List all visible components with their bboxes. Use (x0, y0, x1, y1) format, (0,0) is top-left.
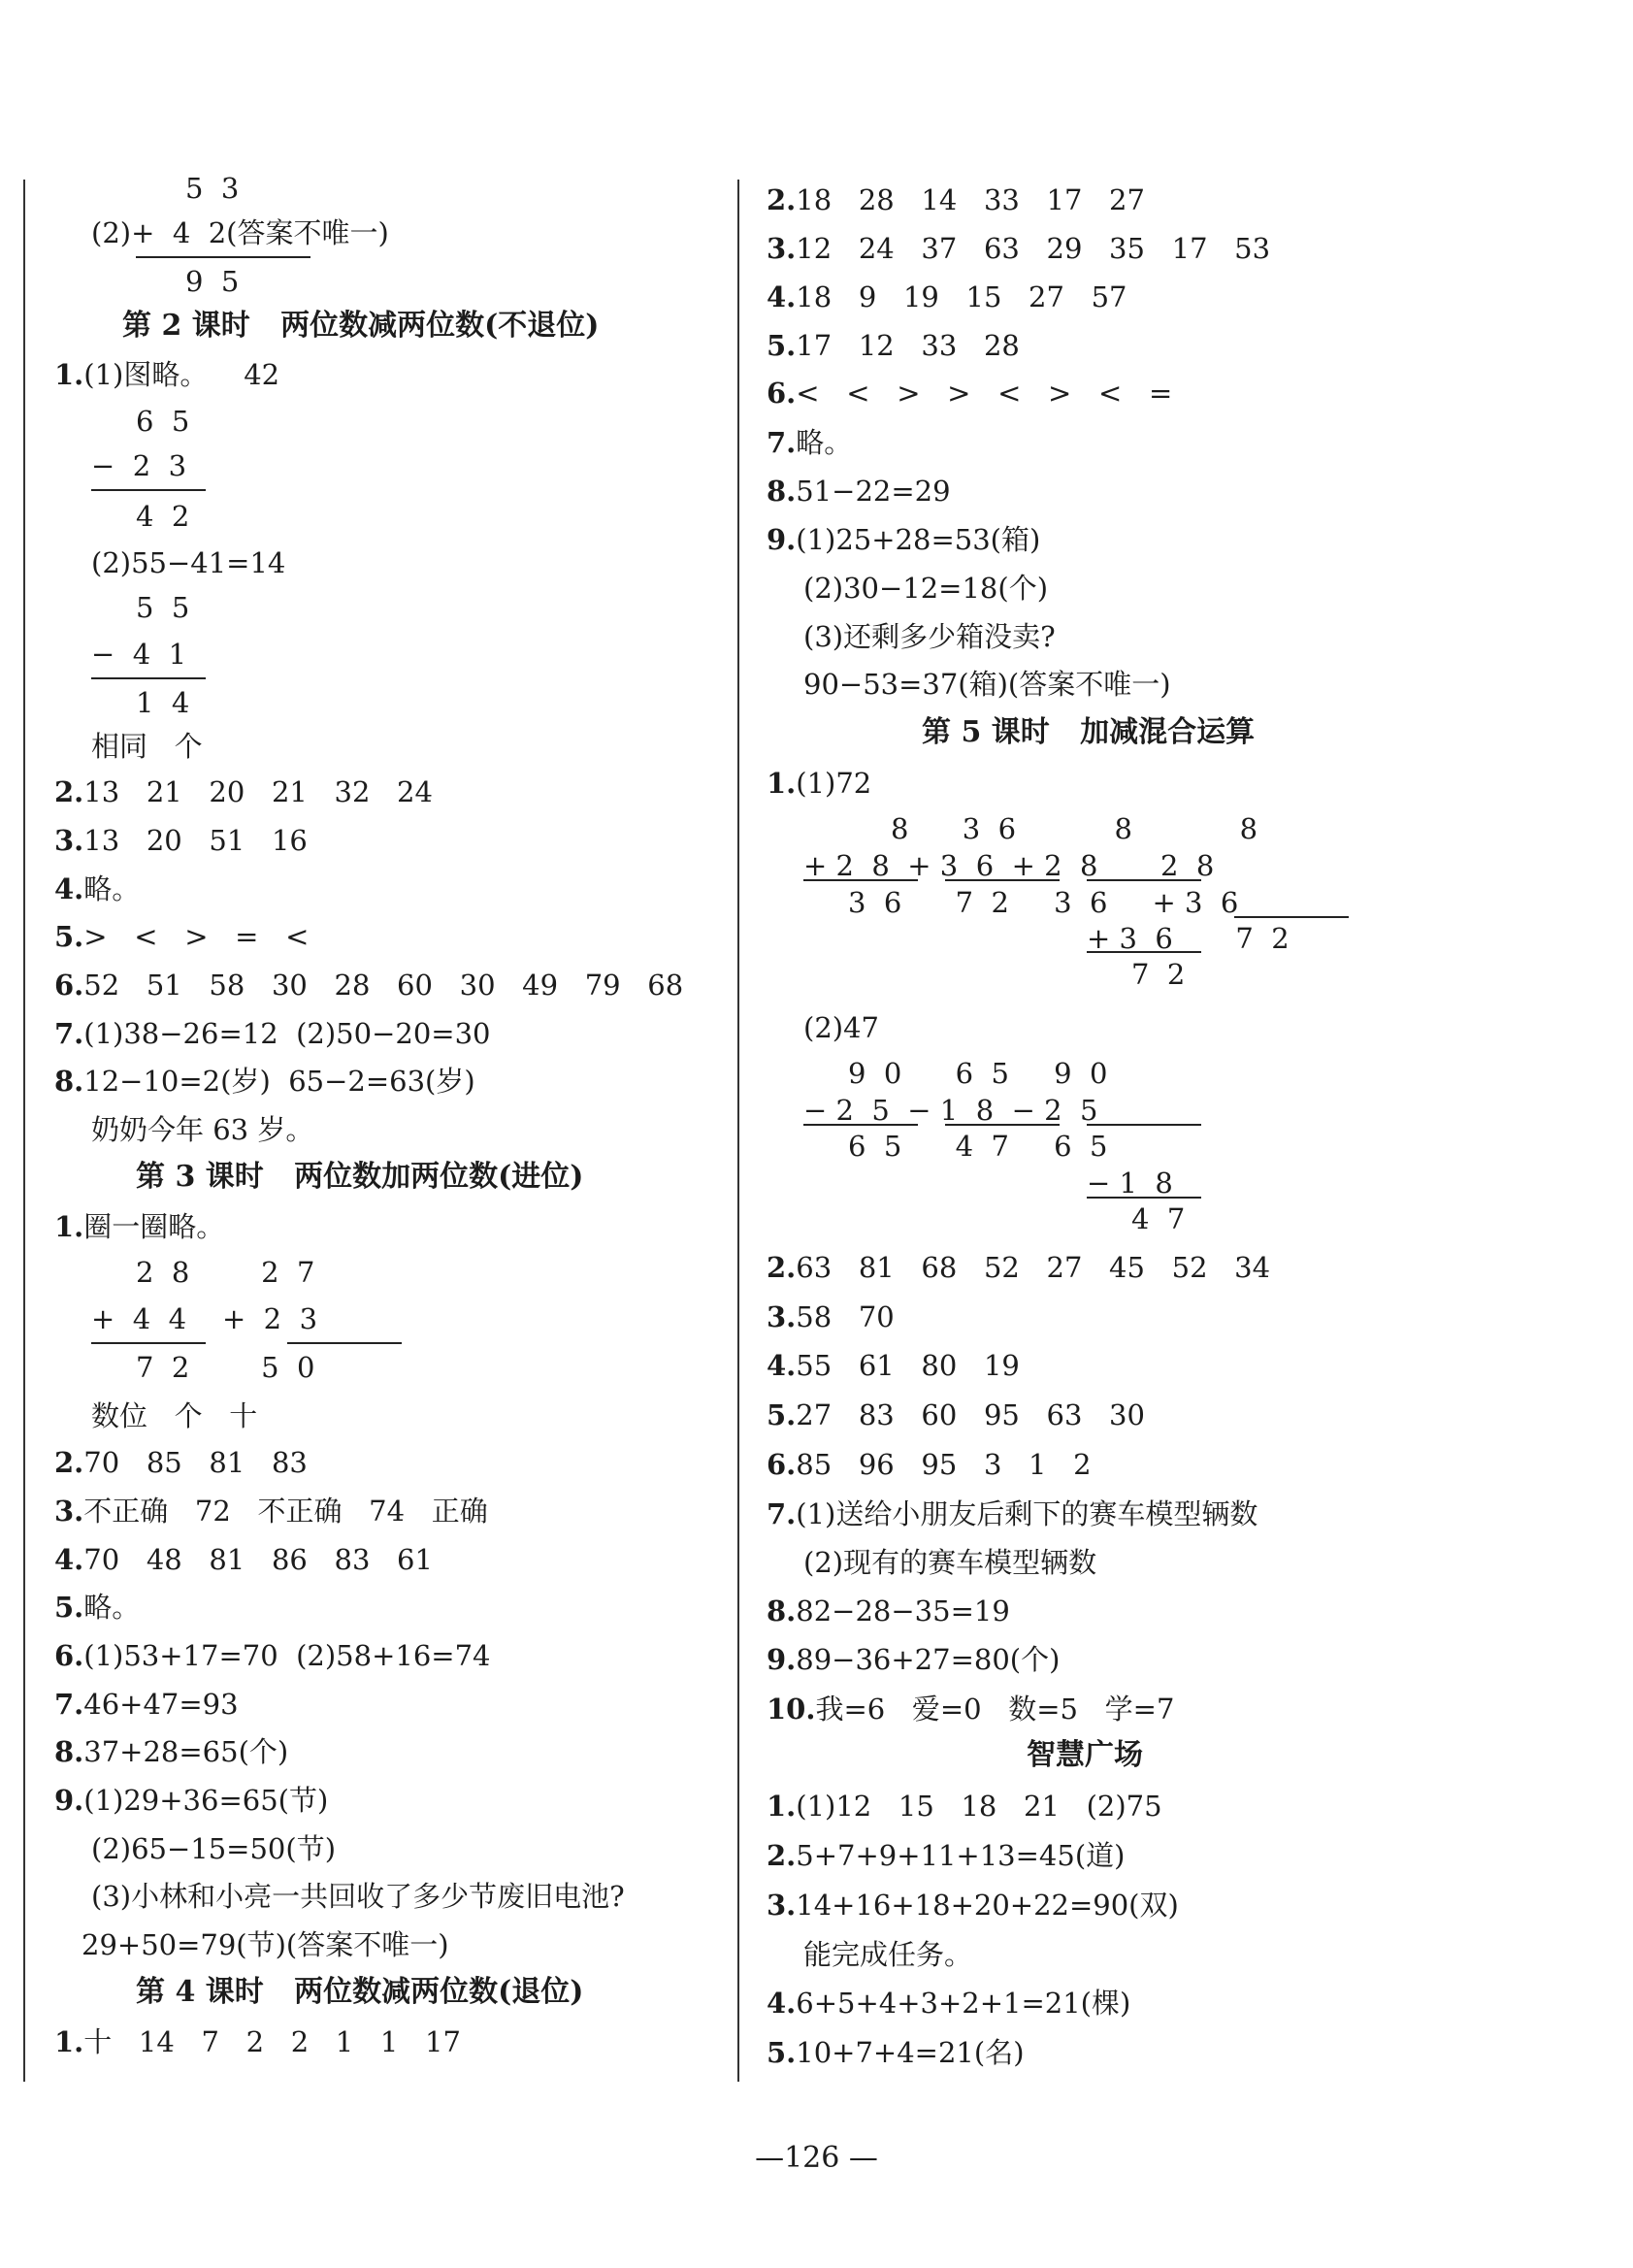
line-text: 9 5 (185, 265, 240, 298)
answer-line (54, 1688, 239, 1721)
answer-line (767, 426, 853, 459)
answer-line (767, 1251, 1271, 1284)
line-text: 5 3 (185, 172, 240, 205)
answer-line (767, 232, 1271, 265)
calc-rule (287, 1342, 402, 1344)
answer-line (1087, 922, 1290, 955)
line-text: (2)55−41=14 (91, 546, 286, 579)
answer-line (82, 1928, 449, 1961)
line-text: 第 3 课时 两位数加两位数(进位) (136, 1160, 584, 1194)
line-text: 27 83 60 95 63 30 (796, 1398, 1145, 1431)
line-text: 12 24 37 63 29 35 17 53 (796, 232, 1271, 265)
item-number: 1. (54, 2025, 84, 2058)
answer-line (848, 886, 1239, 919)
item-number: 9. (767, 523, 797, 556)
line-text: 46+47=93 (83, 1688, 239, 1721)
line-text: 6+5+4+3+2+1=21(棵) (796, 1987, 1131, 2020)
line-text: 29+50=79(节)(答案不唯一) (82, 1928, 449, 1961)
line-text: 18 28 14 33 17 27 (796, 183, 1145, 216)
answer-line (91, 216, 389, 249)
answer-line (54, 1543, 433, 1576)
answer-line (767, 1300, 895, 1333)
line-text: (1)53+17=70 (2)58+16=74 (83, 1639, 491, 1672)
item-number: 10. (767, 1693, 816, 1726)
item-number: 7. (54, 1017, 84, 1050)
answer-line (91, 638, 187, 671)
answer-line (54, 1446, 308, 1479)
answer-line (767, 1594, 1010, 1627)
calc-rule (1087, 1124, 1201, 1126)
line-text: 70 48 81 86 83 61 (83, 1543, 433, 1576)
line-text: 82−28−35=19 (796, 1594, 1010, 1627)
answer-line (767, 523, 1041, 556)
answer-line (54, 971, 683, 1000)
answer-line (91, 730, 203, 763)
line-text: 第 4 课时 两位数减两位数(退位) (136, 1975, 584, 2009)
item-number: 3. (767, 1889, 797, 1922)
line-text: 89−36+27=80(个) (796, 1643, 1061, 1676)
section-heading (922, 715, 1256, 749)
item-number: 6. (54, 969, 84, 1002)
answer-line (1131, 1202, 1186, 1235)
line-text: 70 85 81 83 (83, 1446, 308, 1479)
answer-line (767, 1839, 1126, 1872)
line-text: 1 4 (136, 686, 190, 719)
line-text: − 4 1 (91, 638, 187, 671)
item-number: 1. (54, 1210, 84, 1243)
answer-line (891, 812, 1258, 845)
answer-line (803, 572, 1049, 605)
item-number: 2. (54, 775, 84, 808)
item-number: 6. (767, 1448, 797, 1481)
line-text: 7 2 5 0 (136, 1351, 315, 1384)
line-text: (2)65−15=50(节) (91, 1832, 337, 1865)
answer-line (767, 183, 1145, 216)
answer-line (767, 477, 951, 506)
left-border-line (23, 180, 25, 2082)
section-heading (1027, 1738, 1143, 1772)
item-number: 3. (767, 232, 797, 265)
calc-rule (91, 489, 206, 491)
item-number: 7. (767, 426, 797, 459)
answer-line (185, 172, 240, 205)
item-number: 5. (767, 2036, 797, 2069)
line-text: 55 61 80 19 (796, 1349, 1020, 1382)
item-number: 1. (54, 358, 84, 391)
answer-line (136, 686, 190, 719)
line-text: 9 0 6 5 9 0 (848, 1057, 1108, 1090)
line-text: 圈一圈略。 (83, 1210, 225, 1243)
calc-rule (91, 677, 206, 679)
line-text: (2)47 (803, 1011, 879, 1044)
item-number: 1. (767, 767, 797, 800)
line-text: (2)+ 4 2(答案不唯一) (91, 216, 389, 249)
line-text: − 2 3 (91, 449, 187, 482)
line-text: (1)图略。 42 (83, 358, 280, 391)
item-number: 7. (54, 1688, 84, 1721)
answer-line (54, 824, 308, 857)
answer-line (54, 2025, 461, 2058)
answer-line (54, 1017, 491, 1050)
item-number: 2. (767, 183, 797, 216)
item-number: 9. (767, 1643, 797, 1676)
line-text: (1)12 15 18 21 (2)75 (796, 1790, 1162, 1823)
line-text: < < > > < > < = (796, 377, 1173, 410)
item-number: 5. (54, 920, 84, 953)
answer-line (136, 1256, 315, 1289)
item-number: 7. (767, 1497, 797, 1530)
calc-rule (1234, 916, 1349, 918)
line-text: 90−53=37(箱)(答案不唯一) (803, 668, 1171, 701)
line-text: 5+7+9+11+13=45(道) (796, 1839, 1126, 1872)
answer-line (767, 1448, 1092, 1481)
section-heading (122, 309, 600, 343)
answer-line (91, 449, 187, 482)
answer-line (91, 1832, 337, 1865)
answer-line (54, 1497, 488, 1526)
answer-line (91, 546, 286, 579)
answer-line (136, 500, 190, 533)
item-number: 2. (767, 1251, 797, 1284)
line-text: 12−10=2(岁) 65−2=63(岁) (83, 1065, 475, 1098)
item-number: 5. (767, 329, 797, 362)
answer-line (54, 1591, 141, 1624)
answer-line (767, 1398, 1145, 1431)
answer-line (54, 358, 280, 391)
item-number: 6. (767, 377, 797, 410)
answer-line (767, 1792, 1162, 1821)
line-text: 智慧广场 (1027, 1738, 1143, 1772)
line-text: 85 96 95 3 1 2 (796, 1448, 1092, 1481)
item-number: 8. (767, 475, 797, 508)
item-number: 8. (54, 1735, 84, 1768)
answer-line (1131, 958, 1186, 991)
line-text: 4 2 (136, 500, 190, 533)
answer-line (136, 1351, 315, 1384)
line-text: (1)72 (796, 767, 872, 800)
answer-line (767, 1891, 1179, 1920)
line-text: (1)送给小朋友后剩下的赛车模型辆数 (796, 1497, 1258, 1530)
answer-line (767, 767, 872, 800)
section-heading (136, 1160, 584, 1194)
line-text: 13 21 20 21 32 24 (83, 775, 433, 808)
item-number: 3. (54, 1495, 84, 1528)
answer-line (185, 265, 240, 298)
line-text: 第 5 课时 加减混合运算 (922, 715, 1256, 749)
line-text: 6 5 (136, 405, 190, 438)
section-heading (136, 1975, 584, 2009)
answer-line (54, 775, 433, 808)
line-text: 7 2 (1131, 958, 1186, 991)
answer-line (803, 1546, 1097, 1579)
answer-line (767, 1989, 1130, 2018)
answer-line (803, 849, 1215, 882)
answer-line (136, 405, 190, 438)
item-number: 8. (767, 1594, 797, 1627)
answer-line (767, 1497, 1258, 1530)
line-text: (2)现有的赛车模型辆数 (803, 1546, 1097, 1579)
line-text: (1)29+36=65(节) (83, 1784, 329, 1817)
line-text: 6 5 4 7 6 5 (848, 1130, 1108, 1163)
line-text: 58 70 (796, 1300, 895, 1333)
item-number: 4. (54, 872, 84, 905)
answer-line (803, 1011, 879, 1044)
line-text: 第 2 课时 两位数减两位数(不退位) (122, 309, 600, 343)
line-text: 略。 (83, 872, 141, 905)
answer-line (136, 591, 190, 624)
answer-line (54, 1735, 289, 1768)
line-text: + 4 4 + 2 3 (91, 1302, 318, 1335)
line-text: 略。 (83, 1591, 141, 1624)
line-text: (3)还剩多少箱没卖? (803, 620, 1056, 653)
answer-line (848, 1057, 1108, 1090)
answer-line (91, 1113, 314, 1146)
answer-line (767, 280, 1127, 313)
answer-line (91, 1302, 318, 1335)
answer-line (54, 1210, 225, 1243)
answer-line (54, 920, 310, 953)
calc-rule (136, 256, 310, 258)
line-text: 2 8 2 7 (136, 1256, 315, 1289)
line-text: 14+16+18+20+22=90(双) (796, 1889, 1179, 1922)
line-text: 奶奶今年 63 岁。 (91, 1113, 314, 1146)
line-text: 我=6 爱=0 数=5 学=7 (815, 1693, 1175, 1726)
answer-line (91, 1399, 258, 1432)
item-number: 4. (767, 1349, 797, 1382)
answer-line (54, 1784, 329, 1817)
answer-line (803, 1094, 1098, 1127)
answer-line (54, 1065, 475, 1098)
line-text: 13 20 51 16 (83, 824, 308, 857)
line-text: 能完成任务。 (803, 1938, 973, 1971)
line-text: 18 9 19 15 27 57 (796, 280, 1127, 313)
line-text: 不正确 72 不正确 74 正确 (83, 1495, 488, 1528)
answer-line (767, 1643, 1061, 1676)
line-text: 8 3 6 8 8 (891, 812, 1258, 845)
answer-line (1087, 1169, 1173, 1198)
line-text: 51−22=29 (796, 475, 951, 508)
line-text: − 2 5 − 1 8 − 2 5 (803, 1094, 1098, 1127)
answer-line (848, 1130, 1108, 1163)
answer-line (767, 379, 1172, 408)
item-number: 8. (54, 1065, 84, 1098)
answer-line (803, 1938, 973, 1971)
line-text: + 3 6 7 2 (1087, 922, 1290, 955)
line-text: 十 14 7 2 2 1 1 17 (83, 2025, 461, 2058)
line-text: − 1 8 (1087, 1167, 1173, 1200)
line-text: (1)38−26=12 (2)50−20=30 (83, 1017, 491, 1050)
answer-line (803, 668, 1171, 701)
line-text: 37+28=65(个) (83, 1735, 289, 1768)
line-text: (2)30−12=18(个) (803, 572, 1049, 605)
page-number: —126 — (755, 2141, 878, 2175)
answer-line (767, 1349, 1020, 1382)
line-text: > < > = < (83, 920, 310, 953)
item-number: 3. (767, 1300, 797, 1333)
item-number: 2. (767, 1839, 797, 1872)
item-number: 4. (767, 1987, 797, 2020)
item-number: 5. (767, 1398, 797, 1431)
answer-line (54, 1639, 491, 1672)
answer-line (803, 620, 1056, 653)
line-text: 5 5 (136, 591, 190, 624)
item-number: 3. (54, 824, 84, 857)
line-text: 52 51 58 30 28 60 30 49 79 68 (83, 969, 684, 1002)
line-text: 相同 个 (91, 730, 203, 763)
line-text: (1)25+28=53(箱) (796, 523, 1041, 556)
line-text: 63 81 68 52 27 45 52 34 (796, 1251, 1271, 1284)
answer-line (767, 329, 1020, 362)
item-number: 2. (54, 1446, 84, 1479)
item-number: 9. (54, 1784, 84, 1817)
item-number: 6. (54, 1639, 84, 1672)
line-text: 4 7 (1131, 1202, 1186, 1235)
item-number: 5. (54, 1591, 84, 1624)
line-text: (3)小林和小亮一共回收了多少节废旧电池? (91, 1880, 625, 1913)
line-text: 数位 个 十 (91, 1399, 258, 1432)
item-number: 4. (54, 1543, 84, 1576)
line-text: 10+7+4=21(名) (796, 2036, 1025, 2069)
answer-line (54, 872, 141, 905)
column-divider-line (737, 180, 739, 2082)
answer-line (91, 1880, 625, 1913)
line-text: 略。 (796, 426, 853, 459)
line-text: + 2 8 + 3 6 + 2 8 2 8 (803, 849, 1215, 882)
item-number: 1. (767, 1790, 797, 1823)
answer-line (767, 2036, 1025, 2069)
calc-rule (91, 1342, 206, 1344)
line-text: 3 6 7 2 3 6 + 3 6 (848, 886, 1239, 919)
line-text: 17 12 33 28 (796, 329, 1020, 362)
item-number: 4. (767, 280, 797, 313)
answer-line (767, 1695, 1174, 1724)
